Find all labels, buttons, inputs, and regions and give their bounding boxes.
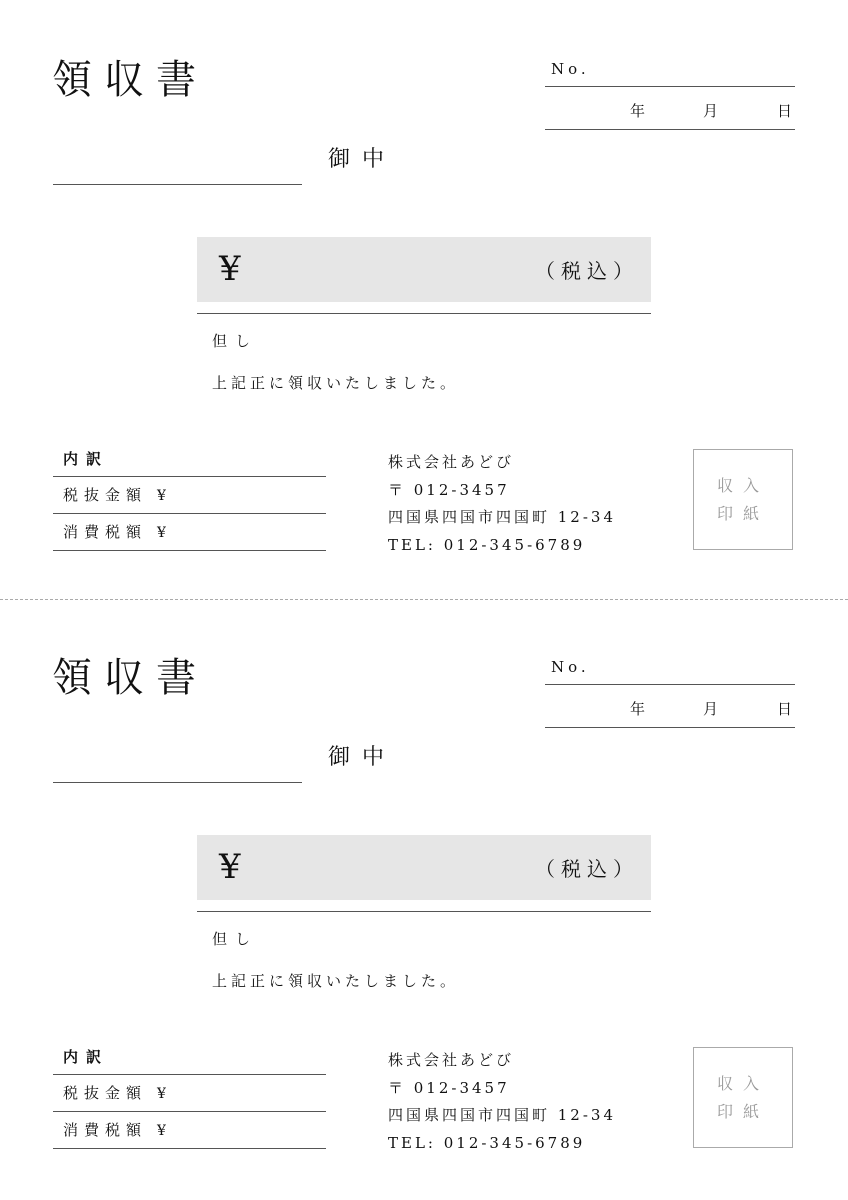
date-day-label: 日 <box>777 700 793 718</box>
company-name: 株式会社あどび <box>388 453 515 471</box>
company-info <box>388 1047 616 1157</box>
stamp-line-1: 収入 <box>716 1074 769 1093</box>
breakdown-label: 税抜金額 <box>63 1084 148 1102</box>
breakdown-yen: ¥ <box>157 1123 172 1139</box>
breakdown-yen: ¥ <box>157 525 172 541</box>
date-month-label: 月 <box>703 102 719 120</box>
breakdown-table <box>53 1047 326 1149</box>
revenue-stamp-box <box>693 1047 793 1148</box>
received-statement: 上記正に領収いたしました。 <box>212 972 460 990</box>
yen-symbol: ¥ <box>219 847 241 887</box>
stamp-line-2: 印紙 <box>716 504 769 523</box>
purpose-label: 但し <box>212 332 259 350</box>
breakdown-header: 内訳 <box>53 449 326 477</box>
date-month-label: 月 <box>703 700 719 718</box>
amount-underline <box>197 313 651 314</box>
recipient-name-field[interactable] <box>53 184 302 185</box>
stamp-line-1: 収入 <box>716 476 769 495</box>
company-postal: 〒 012-3457 <box>388 480 510 499</box>
company-tel: TEL: 012-345-6789 <box>388 535 586 554</box>
recipient-name-field[interactable] <box>53 782 302 783</box>
breakdown-label: 消費税額 <box>63 1121 148 1139</box>
company-address: 四国県四国市四国町 12-34 <box>388 1106 617 1124</box>
breakdown-header: 内訳 <box>53 1047 326 1075</box>
company-postal: 〒 012-3457 <box>388 1078 510 1097</box>
recipient-suffix: 御中 <box>328 745 397 770</box>
breakdown-row[interactable] <box>53 477 326 514</box>
company-name: 株式会社あどび <box>388 1051 515 1069</box>
amount-box[interactable] <box>197 237 651 302</box>
company-tel: TEL: 012-345-6789 <box>388 1133 586 1152</box>
company-info <box>388 449 616 559</box>
receipt-title: 領収書 <box>52 655 208 701</box>
receipt-number-label: No. <box>551 60 590 78</box>
receipt-title: 領収書 <box>52 57 208 103</box>
breakdown-table <box>53 449 326 551</box>
breakdown-row[interactable] <box>53 1075 326 1112</box>
breakdown-label: 税抜金額 <box>63 486 148 504</box>
breakdown-row[interactable] <box>53 514 326 551</box>
received-statement: 上記正に領収いたしました。 <box>212 374 460 392</box>
breakdown-yen: ¥ <box>157 488 172 504</box>
amount-underline <box>197 911 651 912</box>
recipient-suffix: 御中 <box>328 147 397 172</box>
company-address: 四国県四国市四国町 12-34 <box>388 508 617 526</box>
tax-included-label: （税込） <box>535 857 639 881</box>
date-year-label: 年 <box>630 700 646 718</box>
purpose-label: 但し <box>212 930 259 948</box>
tax-included-label: （税込） <box>535 259 639 283</box>
date-field[interactable] <box>545 698 795 728</box>
date-year-label: 年 <box>630 102 646 120</box>
stamp-line-2: 印紙 <box>716 1102 769 1121</box>
revenue-stamp-box <box>693 449 793 550</box>
breakdown-label: 消費税額 <box>63 523 148 541</box>
breakdown-row[interactable] <box>53 1112 326 1149</box>
receipt-bottom <box>0 598 848 1198</box>
amount-box[interactable] <box>197 835 651 900</box>
receipt-number-field[interactable] <box>545 656 795 685</box>
receipt-number-field[interactable] <box>545 58 795 87</box>
date-field[interactable] <box>545 100 795 130</box>
breakdown-yen: ¥ <box>157 1086 172 1102</box>
yen-symbol: ¥ <box>219 249 241 289</box>
date-day-label: 日 <box>777 102 793 120</box>
receipt-number-label: No. <box>551 658 590 676</box>
